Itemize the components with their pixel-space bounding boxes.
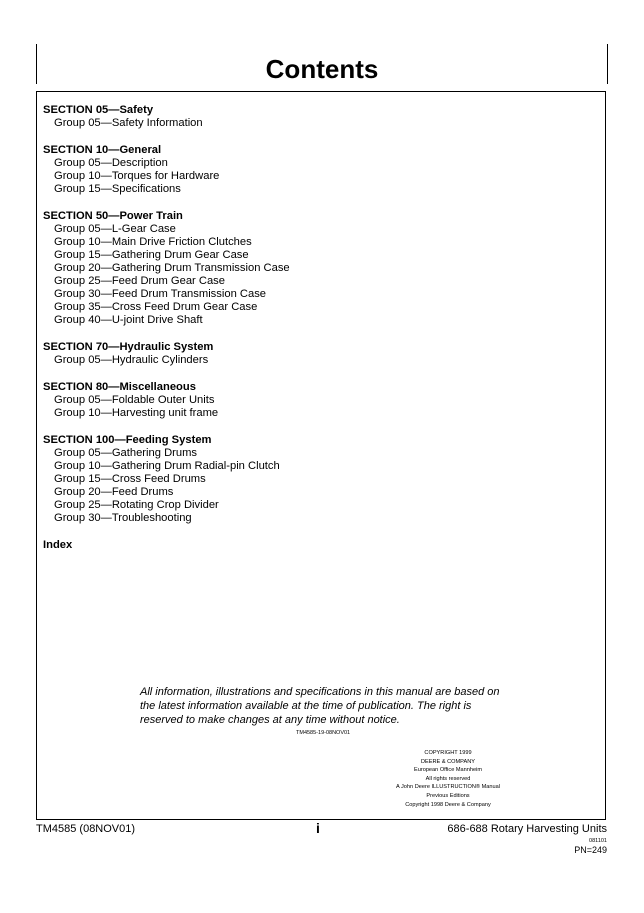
notice-line: reserved to make changes at any time without notice. — [140, 714, 400, 726]
group-entry: Group 20—Feed Drums — [54, 486, 174, 498]
group-entry: Group 05—Hydraulic Cylinders — [54, 354, 209, 366]
group-entry: Group 05—L-Gear Case — [54, 223, 176, 235]
section-title: SECTION 50—Power Train — [43, 210, 183, 222]
group-entry: Group 35—Cross Feed Drum Gear Case — [54, 301, 258, 313]
toc-section — [43, 434, 290, 525]
copyright-line: A John Deere ILLUSTRUCTION® Manual — [396, 784, 500, 791]
footer-page-number: i — [316, 820, 320, 836]
page-title: Contents — [265, 54, 379, 84]
footer-manual-id: TM4585 (08NOV01) — [36, 823, 136, 835]
group-entry: Group 05—Description — [54, 157, 168, 169]
footer-date-code: 081101 — [589, 838, 607, 844]
group-entry: Group 10—Harvesting unit frame — [54, 407, 219, 419]
copyright-line: Previous Editions — [426, 792, 470, 799]
disclaimer-notice — [140, 685, 520, 727]
copyright-block — [373, 749, 523, 809]
group-entry: Group 30—Troubleshooting — [54, 512, 192, 524]
group-entry: Group 10—Gathering Drum Radial-pin Clutch — [54, 460, 280, 472]
group-entry: Group 10—Torques for Hardware — [54, 170, 220, 182]
group-entry: Group 15—Specifications — [54, 183, 181, 195]
section-title: SECTION 70—Hydraulic System — [43, 341, 214, 353]
copyright-line: COPYRIGHT 1999 — [424, 750, 472, 756]
toc-section — [43, 210, 290, 327]
notice-id: TM4585-19-08NOV01 — [296, 730, 351, 736]
group-entry: Group 05—Foldable Outer Units — [54, 394, 215, 406]
toc-section — [43, 381, 290, 420]
notice-line: the latest information available at the time of publication. The right is — [140, 700, 472, 712]
copyright-line: All rights reserved — [425, 775, 471, 782]
group-entry: Group 25—Rotating Crop Divider — [54, 499, 219, 511]
group-entry: Group 40—U-joint Drive Shaft — [54, 314, 203, 326]
title-box — [36, 44, 608, 84]
group-entry: Group 05—Safety Information — [54, 117, 203, 129]
table-of-contents — [43, 104, 290, 552]
toc-section — [43, 104, 290, 130]
toc-section — [43, 341, 290, 367]
copyright-line: Copyright 1998 Deere & Company — [405, 801, 491, 808]
group-entry: Group 30—Feed Drum Transmission Case — [54, 288, 267, 300]
group-entry: Group 15—Gathering Drum Gear Case — [54, 249, 249, 261]
copyright-line: DEERE & COMPANY — [421, 758, 475, 765]
section-title: SECTION 100—Feeding System — [43, 434, 212, 446]
notice-line: All information, illustrations and specifications in this manual are based on — [140, 686, 500, 698]
group-entry: Group 10—Main Drive Friction Clutches — [54, 236, 252, 248]
toc-section — [43, 144, 290, 196]
section-title: SECTION 05—Safety — [43, 104, 154, 116]
index-entry: Index — [43, 539, 73, 551]
section-title: SECTION 10—General — [43, 144, 162, 156]
contents-frame — [36, 91, 606, 820]
section-title: SECTION 80—Miscellaneous — [43, 381, 196, 393]
group-entry: Group 05—Gathering Drums — [54, 447, 198, 459]
footer-pn: PN=249 — [574, 845, 607, 855]
group-entry: Group 25—Feed Drum Gear Case — [54, 275, 225, 287]
footer-manual-title: 686-688 Rotary Harvesting Units — [447, 823, 607, 835]
copyright-line: European Office Mannheim — [414, 767, 482, 774]
group-entry: Group 20—Gathering Drum Transmission Case — [54, 262, 290, 274]
group-entry: Group 15—Cross Feed Drums — [54, 473, 206, 485]
